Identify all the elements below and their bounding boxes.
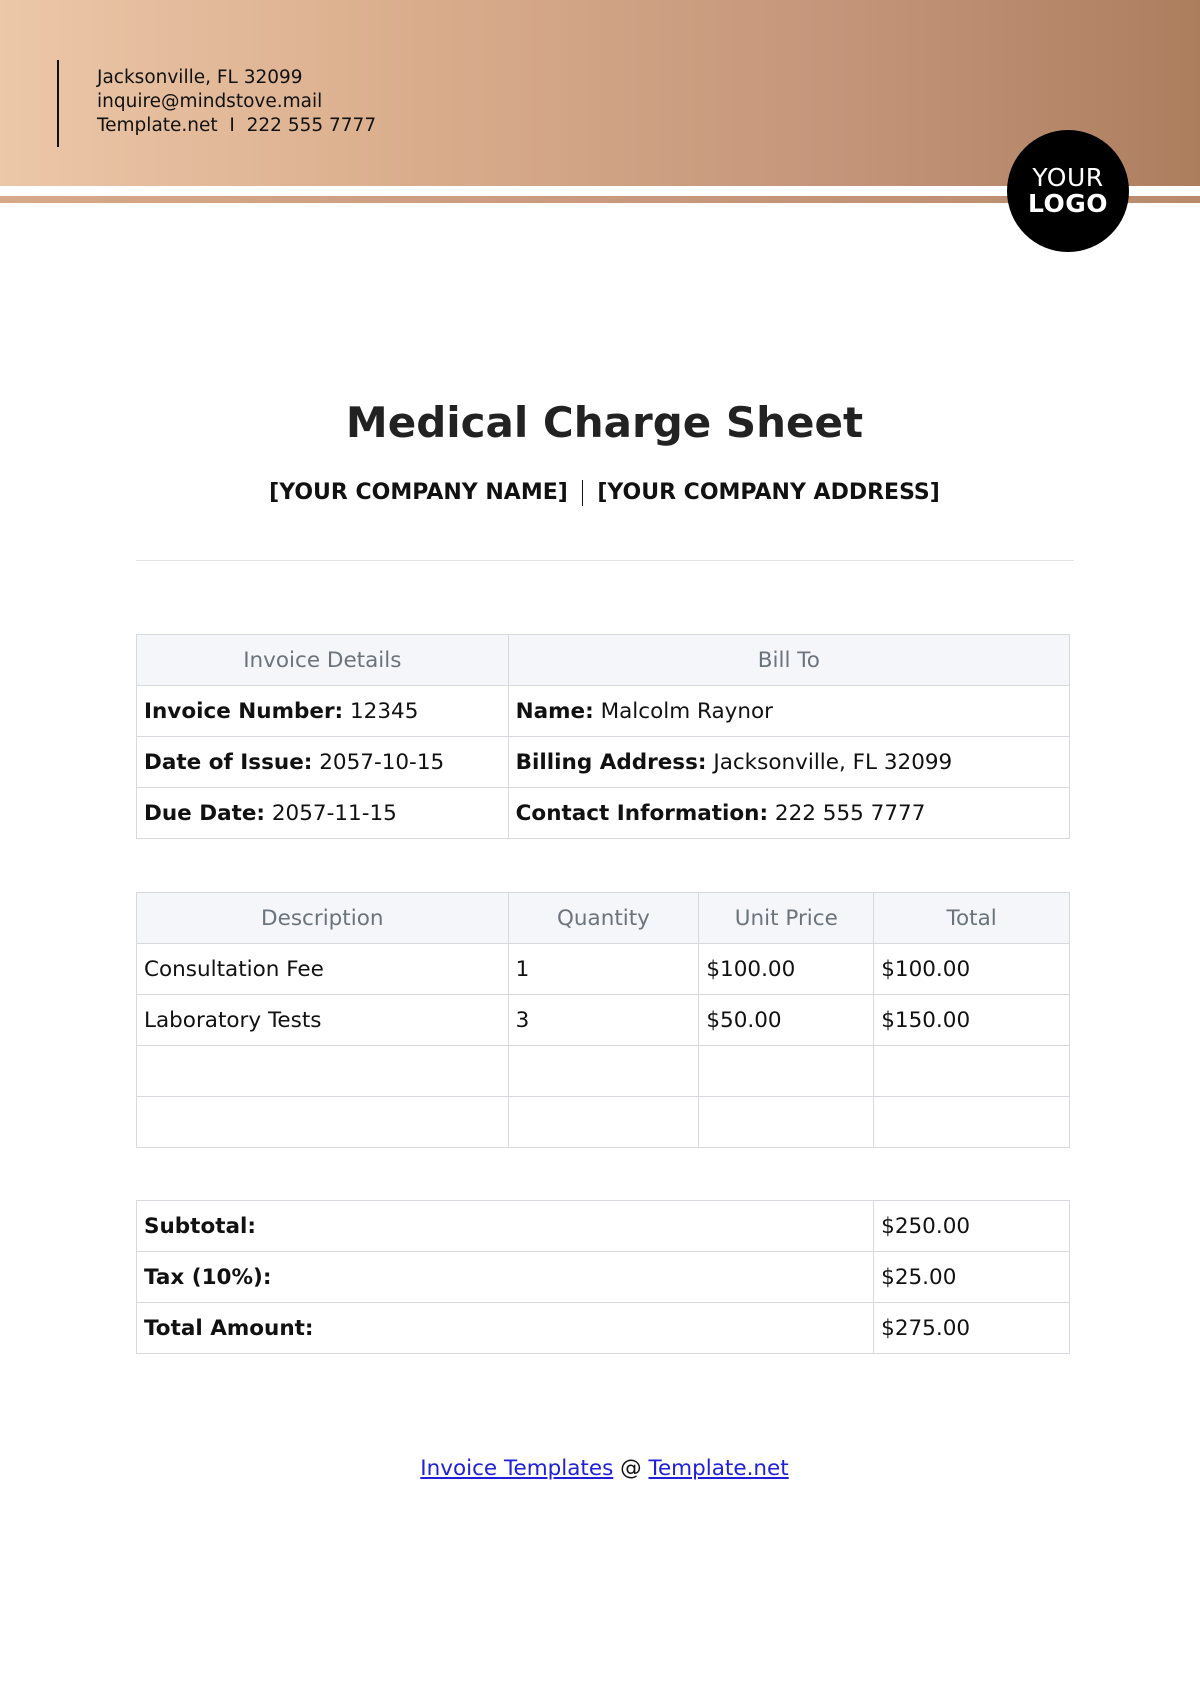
item-unit-price: $50.00: [699, 995, 874, 1046]
subtotal-label-cell: [137, 1201, 874, 1252]
invoice-number-cell: [137, 686, 509, 737]
total-amount-label-cell: [137, 1303, 874, 1354]
template-net-link[interactable]: Template.net: [648, 1456, 789, 1481]
item-description: [137, 1097, 509, 1148]
subtotal-value: $250.00: [874, 1201, 1070, 1252]
header-description: Description: [137, 893, 509, 944]
table-row: [137, 1201, 1070, 1252]
billing-address-label: Billing Address:: [515, 749, 707, 775]
due-date-cell: [137, 788, 509, 839]
footer: [0, 1456, 1200, 1481]
billing-address-value: Jacksonville, FL 32099: [706, 749, 953, 775]
table-row: [137, 1046, 1070, 1097]
invoice-number-value: 12345: [343, 698, 419, 724]
invoice-templates-link[interactable]: Invoice Templates: [420, 1456, 614, 1481]
header-quantity: Quantity: [508, 893, 699, 944]
item-quantity: 3: [508, 995, 699, 1046]
item-description: Laboratory Tests: [137, 995, 509, 1046]
company-address: [YOUR COMPANY ADDRESS]: [597, 480, 940, 505]
table-row: [137, 1252, 1070, 1303]
tax-value: $25.00: [874, 1252, 1070, 1303]
document-title: Medical Charge Sheet: [345, 398, 864, 447]
item-total: [874, 1097, 1070, 1148]
item-quantity: 1: [508, 944, 699, 995]
contact-email: inquire@mindstove.mail: [97, 91, 323, 112]
item-quantity: [508, 1097, 699, 1148]
total-amount-label: Total Amount:: [144, 1315, 314, 1341]
table-row: [137, 788, 1070, 839]
logo-line-1: YOUR: [1032, 163, 1104, 192]
invoice-number-label: Invoice Number:: [144, 698, 344, 724]
table-row: [137, 1097, 1070, 1148]
table-header-row: [137, 635, 1070, 686]
total-amount-value: $275.00: [874, 1303, 1070, 1354]
issue-date-value: 2057-10-15: [312, 749, 445, 775]
tax-label: Tax (10%):: [144, 1264, 272, 1290]
contact-website-phone: Template.net I 222 555 7777: [97, 115, 377, 136]
item-unit-price: [699, 1046, 874, 1097]
item-description: [137, 1046, 509, 1097]
due-date-label: Due Date:: [144, 800, 266, 826]
footer-separator: @: [613, 1456, 649, 1481]
contact-block: [97, 66, 376, 138]
totals-table: [136, 1200, 1070, 1354]
table-row: [137, 737, 1070, 788]
header-unit-price: Unit Price: [699, 893, 874, 944]
bill-name-label: Name:: [515, 698, 594, 724]
company-name: [YOUR COMPANY NAME]: [269, 480, 568, 505]
company-separator: [582, 480, 584, 506]
item-total: $100.00: [874, 944, 1070, 995]
contact-info-label: Contact Information:: [515, 800, 769, 826]
table-header-row: [137, 893, 1070, 944]
item-unit-price: [699, 1097, 874, 1148]
item-quantity: [508, 1046, 699, 1097]
contact-info-value: 222 555 7777: [768, 800, 926, 826]
bill-name-cell: [508, 686, 1069, 737]
header-invoice-details: Invoice Details: [137, 635, 509, 686]
subtotal-label: Subtotal:: [144, 1213, 256, 1239]
item-description: Consultation Fee: [137, 944, 509, 995]
table-row: [137, 686, 1070, 737]
item-total: $150.00: [874, 995, 1070, 1046]
logo-line-2: LOGO: [1027, 189, 1109, 218]
header-total: Total: [874, 893, 1070, 944]
logo-placeholder: [1007, 130, 1129, 252]
contact-address: Jacksonville, FL 32099: [97, 67, 303, 88]
due-date-value: 2057-11-15: [265, 800, 397, 826]
contact-info-cell: [508, 788, 1069, 839]
item-total: [874, 1046, 1070, 1097]
issue-date-label: Date of Issue:: [144, 749, 313, 775]
item-unit-price: $100.00: [699, 944, 874, 995]
header-bill-to: Bill To: [508, 635, 1069, 686]
header-divider: [57, 60, 59, 147]
company-line: [0, 480, 1200, 506]
issue-date-cell: [137, 737, 509, 788]
title-divider: [136, 560, 1074, 561]
charges-table: [136, 892, 1070, 1148]
bill-name-value: Malcolm Raynor: [593, 698, 773, 724]
table-row: [137, 944, 1070, 995]
tax-label-cell: [137, 1252, 874, 1303]
invoice-info-table: [136, 634, 1070, 839]
table-row: [137, 1303, 1070, 1354]
table-row: [137, 995, 1070, 1046]
billing-address-cell: [508, 737, 1069, 788]
